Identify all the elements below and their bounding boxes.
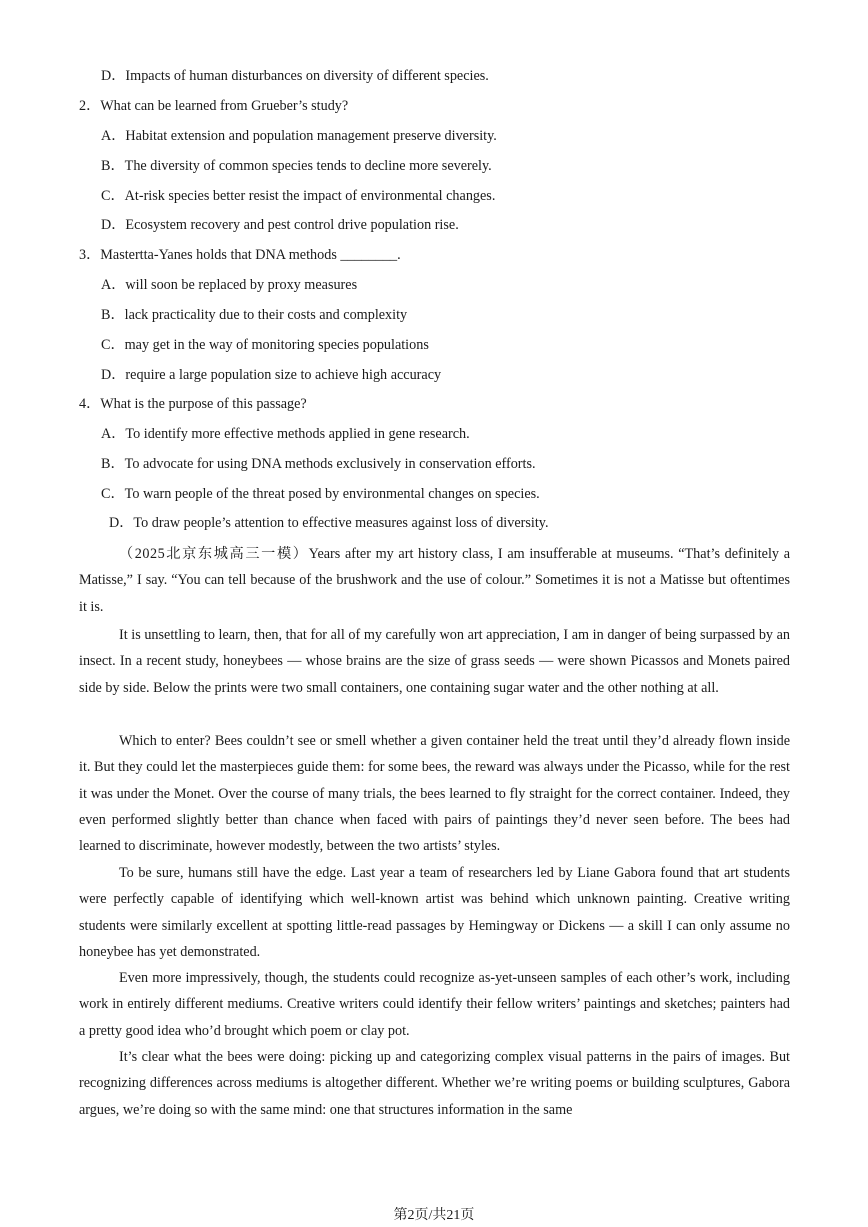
passage-paragraph-1-text: Years after my art history class, I am insufferable at museums. “That’s definitely a Matisse,” I say. “You can tell because of the brushwork and the use of colour.” Sometimes it is not a Matisse but oftentimes it is. — [79, 546, 790, 615]
passage-paragraph-5: Even more impressively, though, the students could recognize as-yet-unseen samples of each other’s work, including work in entirely different mediums. Creative writers could identify their fellow writers’ paintings and sketches; painters had a pretty good idea who’d brought which poem or clay pot. — [79, 970, 790, 1039]
q3-option-a: A．will soon be replaced by proxy measures — [101, 277, 358, 293]
q1-option-d: D．Impacts of human disturbances on diversity of different species. — [101, 68, 489, 84]
passage-paragraph-6: It’s clear what the bees were doing: picking up and categorizing complex visual patterns in the pairs of images. But recognizing differences across mediums is altogether different. Whether we’re writing poems or building sculptures, Gabora argues, we’re doing so with the same mind: one that structures information in the same — [79, 1049, 790, 1118]
q2-option-a: A．Habitat extension and population management preserve diversity. — [101, 128, 497, 144]
q3-option-c: C．may get in the way of monitoring species populations — [101, 337, 429, 353]
q2-option-c: C．At-risk species better resist the impact of environmental changes. — [101, 188, 496, 204]
passage-paragraph-4: To be sure, humans still have the edge. Last year a team of researchers led by Liane Gabora found that art students were perfectly capable of identifying which well-known artist was behind which unknown painting. Creative writing students were similarly excellent at spotting little-read passages by Hemingway or Dickens — a skill I can only assume no honeybee has yet demonstrated. — [79, 865, 790, 960]
q2-option-d: D．Ecosystem recovery and pest control drive population rise. — [101, 217, 459, 233]
q3-stem: 3．Mastertta-Yanes holds that DNA methods ________. — [79, 247, 401, 263]
passage-paragraph-2: It is unsettling to learn, then, that for all of my carefully won art appreciation, I am in danger of being surpassed by an insect. In a recent study, honeybees — whose brains are the size of grass seeds — were shown Picassos and Monets paired side by side. Below the prints were two small containers, one containing sugar water and the other nothing at all. — [79, 627, 790, 696]
q3-option-d: D．require a large population size to achieve high accuracy — [101, 367, 442, 383]
passage-paragraph-3: Which to enter? Bees couldn’t see or smell whether a given container held the treat until they’d already flown inside it. But they could let the masterpieces guide them: for some bees, the reward was always under the Picasso, while for the rest it was under the Monet. Over the course of many trials, the bees learned to fly straight for the correct container. Indeed, they even performed slightly better than chance when faced with pairs of paintings they’d never seen before. The bees had learned to discriminate, however modestly, between the two artists’ styles. — [79, 733, 790, 855]
passage-source-tag: （2025北京东城高三一模） — [119, 546, 309, 562]
q4-option-a: A．To identify more effective methods applied in gene research. — [101, 426, 470, 442]
passage-paragraph-1 — [79, 541, 790, 620]
q4-option-b: B．To advocate for using DNA methods exclusively in conservation efforts. — [101, 456, 536, 472]
q4-option-d: D．To draw people’s attention to effective measures against loss of diversity. — [109, 515, 549, 531]
q4-stem: 4．What is the purpose of this passage? — [79, 396, 307, 412]
q2-option-b: B．The diversity of common species tends to decline more severely. — [101, 158, 492, 174]
q3-option-b: B．lack practicality due to their costs and complexity — [101, 307, 408, 323]
q4-option-c: C．To warn people of the threat posed by environmental changes on species. — [101, 486, 540, 502]
q2-stem: 2．What can be learned from Grueber’s study? — [79, 98, 349, 114]
page-number-footer: 第2页/共21页 — [393, 1208, 475, 1223]
